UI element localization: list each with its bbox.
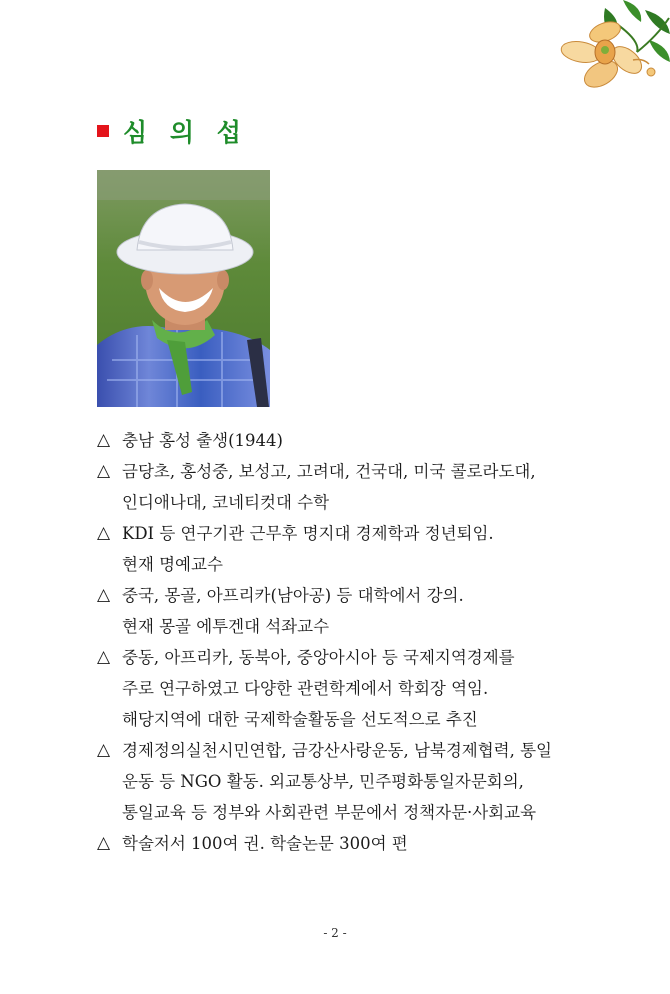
bio-line: 운동 등 NGO 활동. 외교통상부, 민주평화통일자문회의, bbox=[122, 772, 524, 791]
triangle-bullet: △ bbox=[97, 647, 111, 667]
bio-line: 인디애나대, 코네티컷대 수학 bbox=[122, 493, 330, 512]
bio-line: 해당지역에 대한 국제학술활동을 선도적으로 추진 bbox=[122, 710, 478, 729]
orchid-flower-icon bbox=[545, 0, 670, 100]
page-number: - 2 - bbox=[323, 926, 347, 940]
bio-line: 주로 연구하였고 다양한 관련학계에서 학회장 역임. bbox=[122, 679, 489, 698]
bio-item-birth bbox=[97, 425, 597, 456]
bio-item-activities bbox=[97, 735, 597, 828]
bio-line: 중동, 아프리카, 동북아, 중앙아시아 등 국제지역경제를 bbox=[122, 648, 515, 667]
bio-line: 통일교육 등 정부와 사회관련 부문에서 정책자문·사회교육 bbox=[122, 803, 537, 822]
bio-item-publications bbox=[97, 828, 597, 859]
portrait-photo bbox=[97, 170, 270, 407]
bio-line: 경제정의실천시민연합, 금강산사랑운동, 남북경제협력, 통일 bbox=[122, 741, 552, 760]
bio-item-career bbox=[97, 518, 597, 580]
bio-line: 현재 명예교수 bbox=[122, 555, 223, 574]
biography-list bbox=[97, 425, 597, 859]
bio-line: 금당초, 홍성중, 보성고, 고려대, 건국대, 미국 콜로라도대, bbox=[122, 462, 536, 481]
triangle-bullet: △ bbox=[97, 523, 111, 543]
bio-item-education bbox=[97, 456, 597, 518]
triangle-bullet: △ bbox=[97, 461, 111, 481]
bio-line: 충남 홍성 출생(1944) bbox=[122, 431, 283, 450]
triangle-bullet: △ bbox=[97, 585, 111, 605]
bio-line: KDI 등 연구기관 근무후 명지대 경제학과 정년퇴임. bbox=[122, 524, 494, 543]
title-marker bbox=[97, 125, 109, 137]
bio-line: 현재 몽골 에투겐대 석좌교수 bbox=[122, 617, 330, 636]
page-title bbox=[97, 114, 248, 148]
bio-item-research bbox=[97, 642, 597, 735]
bio-line: 학술저서 100여 권. 학술논문 300여 편 bbox=[122, 834, 408, 853]
person-name: 심 의 섭 bbox=[123, 118, 248, 147]
bio-item-lectures bbox=[97, 580, 597, 642]
triangle-bullet: △ bbox=[97, 430, 111, 450]
bio-line: 중국, 몽골, 아프리카(남아공) 등 대학에서 강의. bbox=[122, 586, 464, 605]
triangle-bullet: △ bbox=[97, 833, 111, 853]
triangle-bullet: △ bbox=[97, 740, 111, 760]
